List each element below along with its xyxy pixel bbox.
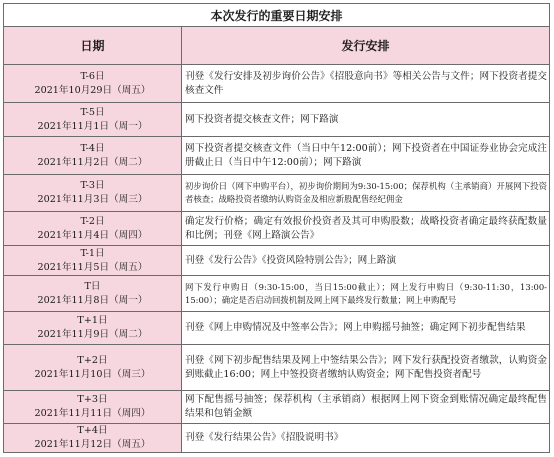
calendar-date: 2021年11月5日（周五） [37,261,148,273]
date-cell [4,424,182,453]
calendar-date: 2021年11月12日（周五） [34,439,151,450]
trade-day-label: T-5日 [80,106,105,118]
plan-cell: 网下配售摇号抽签；保荐机构（主承销商）根据网上网下资金到账情况确定最终配售结果和包销金额 [182,391,550,424]
plan-cell: 刊登《发行公告》《投资风险特别公告》；网上路演 [182,246,550,276]
calendar-date: 2021年11月1日（周一） [37,120,148,132]
date-cell [4,175,182,212]
table-row [4,276,550,312]
calendar-date: 2021年11月2日（周二） [37,156,148,168]
calendar-date: 2021年11月9日（周二） [37,329,148,340]
plan-column-header: 发行安排 [182,27,550,65]
trade-day-label: T+3日 [77,394,108,405]
calendar-date: 2021年10月29日（周五） [34,84,151,96]
table-row [4,312,550,345]
date-cell [4,391,182,424]
trade-day-label: T+2日 [77,354,108,366]
table-row [4,424,550,453]
date-cell [4,103,182,137]
table-row [4,175,550,212]
date-cell [4,137,182,175]
table-row [4,391,550,424]
date-cell [4,212,182,246]
date-cell [4,246,182,276]
trade-day-label: T-6日 [80,70,105,82]
calendar-date: 2021年11月11日（周四） [34,408,151,419]
date-cell [4,276,182,312]
date-cell [4,312,182,345]
plan-cell: 初步询价日（网下申购平台），初步询价期间为9:30-15:00；保荐机构（主承销商）开展网下投资者核查；战略投资者缴纳认购资金及相应新股配售经纪佣金 [182,175,550,212]
calendar-date: 2021年11月8日（周一） [37,294,148,306]
table-row [4,137,550,175]
date-cell [4,65,182,103]
calendar-date: 2021年11月3日（周三） [37,194,148,205]
trade-day-label: T-1日 [80,247,105,259]
calendar-date: 2021年11月4日（周四） [37,229,148,241]
plan-cell: 网下发行申购日（9:30-15:00，当日15:00截止）；网上发行申购日（9:30-11:30，13:00-15:00）；确定是否启动回拨机制及网上网下最终发行数量；网上申购配号 [182,276,550,312]
plan-cell: 刊登《发行安排及初步询价公告》《招股意向书》等相关公告与文件；网下投资者提交核查文件 [182,65,550,103]
plan-cell: 刊登《发行结果公告》《招股说明书》 [182,424,550,453]
table-row [4,103,550,137]
schedule-table [3,3,550,453]
trade-day-label: T-4日 [80,142,105,154]
plan-cell: 网下投资者提交核查文件；网下路演 [182,103,550,137]
plan-cell: 确定发行价格；确定有效报价投资者及其可申购股数；战略投资者确定最终获配数量和比例；刊登《网上路演公告》 [182,212,550,246]
date-cell [4,345,182,391]
trade-day-label: T+1日 [77,315,108,326]
trade-day-label: T+4日 [77,425,108,436]
trade-day-label: T日 [84,280,101,292]
table-row [4,65,550,103]
calendar-date: 2021年11月10日（周三） [34,368,151,380]
date-column-header: 日期 [4,27,182,65]
trade-day-label: T-2日 [80,215,105,227]
plan-cell: 刊登《网下初步配售结果及网上中签结果公告》；网下发行获配投资者缴款，认购资金到账截止16:00；网上中签投资者缴纳认购资金；网下配售投资者配号 [182,345,550,391]
table-row [4,345,550,391]
table-title: 本次发行的重要日期安排 [4,4,550,27]
header-row [4,27,550,65]
plan-cell: 刊登《网上申购情况及中签率公告》；网上申购摇号抽签；确定网下初步配售结果 [182,312,550,345]
table-row [4,212,550,246]
table-row [4,246,550,276]
plan-cell: 网下投资者提交核查文件（当日中午12:00前）；网下投资者在中国证券业协会完成注册截止日（当日中午12:00前）；网下路演 [182,137,550,175]
trade-day-label: T-3日 [80,180,105,191]
